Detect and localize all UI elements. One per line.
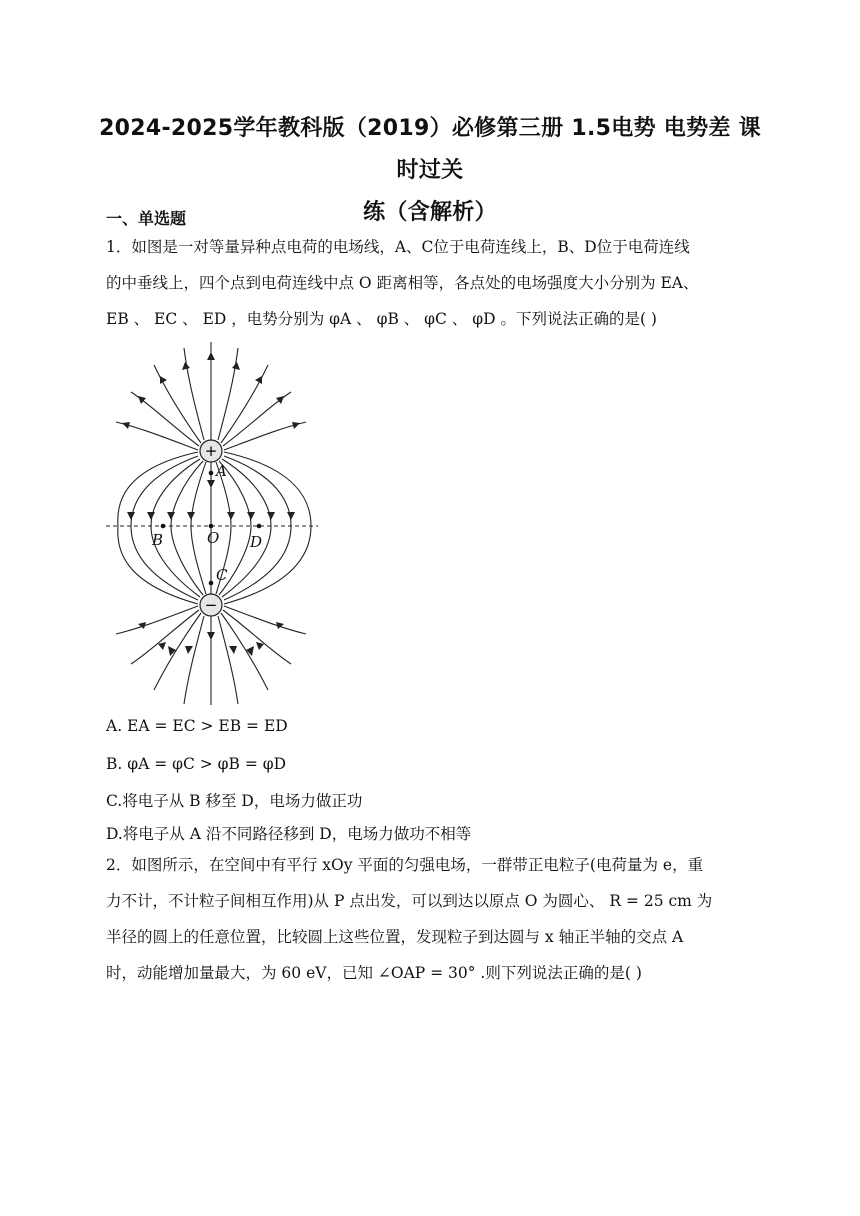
q1-line-1: 1．如图是一对等量异种点电荷的电场线，A、C位于电荷连线上，B、D位于电荷连线 — [106, 238, 690, 256]
q1-option-b: B. φA = φC > φB = φD — [106, 755, 287, 773]
section-heading: 一、单选题 — [106, 209, 187, 228]
q2-line-3: 半径的圆上的任意位置，比较圆上这些位置，发现粒子到达圆与 x 轴正半轴的交点 A — [106, 928, 684, 946]
q1-option-a: A. EA = EC > EB = ED — [106, 717, 288, 735]
title-line-2: 练（含解析） — [363, 200, 497, 225]
q1-option-c: C.将电子从 B 移至 D，电场力做正功 — [106, 792, 363, 810]
label-C: C — [216, 566, 228, 584]
point-O — [209, 524, 214, 529]
label-A: A — [216, 462, 227, 480]
point-A — [209, 471, 214, 476]
question-1-text — [106, 229, 756, 337]
q2-line-1: 2．如图所示，在空间中有平行 xOy 平面的匀强电场，一群带正电粒子(电荷量为 e，重 — [106, 856, 704, 874]
point-D — [257, 524, 262, 529]
plus-sign: + — [204, 442, 218, 460]
label-O: O — [207, 529, 220, 547]
q1-line-3: EB 、 EC 、 ED ，电势分别为 φA 、 φB 、 φC 、 φD 。下列说法正确的是( ) — [106, 310, 657, 328]
title-line-1: 2024-2025学年教科版（2019）必修第三册 1.5电势 电势差 课时过关 — [99, 116, 761, 183]
point-B — [161, 524, 166, 529]
label-D: D — [250, 533, 263, 551]
label-B: B — [152, 531, 164, 549]
q2-line-2: 力不计，不计粒子间相互作用)从 P 点出发，可以到达以原点 O 为圆心、 R = 25 cm 为 — [106, 892, 713, 910]
q1-line-2: 的中垂线上，四个点到电荷连线中点 O 距离相等，各点处的电场强度大小分别为 EA、 — [106, 274, 699, 292]
question-2-text — [106, 847, 756, 991]
point-C — [209, 581, 214, 586]
q2-line-4: 时，动能增加量最大，为 60 eV，已知 ∠OAP = 30° .则下列说法正确的是( ) — [106, 964, 642, 982]
q1-option-d: D.将电子从 A 沿不同路径移到 D，电场力做功不相等 — [106, 825, 472, 843]
document-title — [90, 108, 770, 234]
minus-sign: − — [204, 596, 218, 614]
electric-field-figure — [106, 340, 326, 710]
